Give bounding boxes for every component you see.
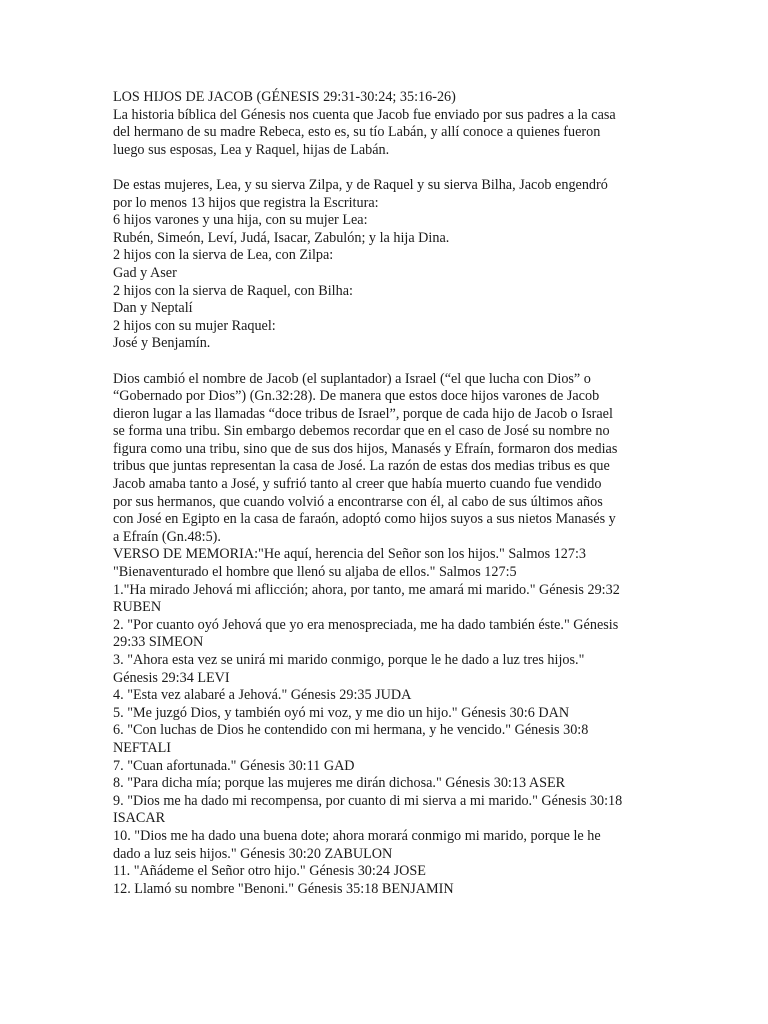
son-entry-line: NEFTALI — [113, 739, 171, 756]
son-entry-line: 3. "Ahora esta vez se unirá mi marido conmigo, porque le he dado a luz tres hijos." — [113, 652, 585, 668]
israel-line: Jacob amaba tanto a José, y sufrió tanto al creer que había muerto cuando fue vendido — [113, 476, 602, 493]
son-entry-line: ISACAR — [113, 810, 166, 827]
wives-line: Dan y Neptalí — [113, 300, 193, 317]
son-entry-line: 7. "Cuan afortunada." Génesis 30:11 GAD — [113, 757, 355, 774]
son-entry-line: 1."Ha mirado Jehová mi aflicción; ahora, por tanto, me amará mi marido." Génesis 29:32 — [113, 581, 620, 598]
paragraph-spacer — [113, 159, 658, 177]
intro-line: luego sus esposas, Lea y Raquel, hijas de Labán. — [113, 141, 390, 158]
son-entry-line: 29:33 SIMEON — [113, 634, 204, 651]
son-entry-line: 10. "Dios me ha dado una buena dote; ahora morará conmigo mi marido, porque le he — [113, 827, 601, 844]
intro-line: del hermano de su madre Rebeca, esto es, su tío Labán, y allí conoce a quienes fueron — [113, 124, 601, 141]
wives-line: Gad y Aser — [113, 264, 177, 281]
memory-verse-line: VERSO DE MEMORIA:"He aquí, herencia del Señor son los hijos." Salmos 127:3 — [113, 546, 587, 563]
wives-line: José y Benjamín. — [113, 335, 211, 352]
wives-line: 2 hijos con la sierva de Lea, con Zilpa: — [113, 247, 334, 264]
document-title: LOS HIJOS DE JACOB (GÉNESIS 29:31-30:24; 35:16-26) — [113, 89, 456, 105]
son-entry-line: RUBEN — [113, 599, 162, 616]
son-entry-line: Génesis 29:34 LEVI — [113, 669, 230, 686]
son-entry-line: dado a luz seis hijos." Génesis 30:20 ZABULON — [113, 845, 393, 862]
paragraph-spacer — [113, 353, 658, 371]
document-page — [113, 89, 658, 898]
israel-line: “Gobernado por Dios”) (Gn.32:28). De manera que estos doce hijos varones de Jacob — [113, 388, 600, 405]
wives-line: De estas mujeres, Lea, y su sierva Zilpa, y de Raquel y su sierva Bilha, Jacob engendró — [113, 176, 608, 193]
israel-line: con José en Egipto en la casa de faraón, adoptó como hijos suyos a sus nietos Manasés y — [113, 511, 616, 528]
intro-line: La historia bíblica del Génesis nos cuenta que Jacob fue enviado por sus padres a la casa — [113, 106, 616, 123]
israel-line: dieron lugar a las llamadas “doce tribus de Israel”, porque de cada hijo de Jacob o Israel — [113, 405, 613, 422]
wives-line: 6 hijos varones y una hija, con su mujer Lea: — [113, 212, 368, 229]
israel-line: por sus hermanos, que cuando volvió a encontrarse con él, al cabo de sus últimos años — [113, 493, 603, 510]
israel-line: figura como una tribu, sino que de sus dos hijos, Manasés y Efraín, formaron dos medias — [113, 440, 618, 457]
wives-line: por lo menos 13 hijos que registra la Escritura: — [113, 194, 379, 211]
son-entry-line: 2. "Por cuanto oyó Jehová que yo era menospreciada, me ha dado también éste." Génesis — [113, 616, 619, 633]
israel-line: Dios cambió el nombre de Jacob (el suplantador) a Israel (“el que lucha con Dios” o — [113, 370, 591, 387]
israel-line: tribus que juntas representan la casa de José. La razón de estas dos medias tribus es que — [113, 458, 610, 475]
wives-line: 2 hijos con la sierva de Raquel, con Bilha: — [113, 282, 353, 299]
son-entry-line: 12. Llamó su nombre "Benoni." Génesis 35:18 BENJAMIN — [113, 880, 454, 897]
son-entry-line: 8. "Para dicha mía; porque las mujeres me dirán dichosa." Génesis 30:13 ASER — [113, 775, 566, 792]
son-entry-line: 4. "Esta vez alabaré a Jehová." Génesis 29:35 JUDA — [113, 687, 412, 704]
son-entry-line: 6. "Con luchas de Dios he contendido con mi hermana, y he vencido." Génesis 30:8 — [113, 722, 589, 739]
israel-line: a Efraín (Gn.48:5). — [113, 528, 221, 545]
son-entry-line: 5. "Me juzgó Dios, y también oyó mi voz, y me dio un hijo." Génesis 30:6 DAN — [113, 704, 570, 721]
wives-line: Rubén, Simeón, Leví, Judá, Isacar, Zabulón; y la hija Dina. — [113, 229, 450, 246]
wives-line: 2 hijos con su mujer Raquel: — [113, 317, 276, 334]
son-entry-line: 9. "Dios me ha dado mi recompensa, por cuanto di mi sierva a mi marido." Génesis 30:18 — [113, 792, 623, 809]
memory-verse-line: "Bienaventurado el hombre que llenó su aljaba de ellos." Salmos 127:5 — [113, 564, 517, 581]
son-entry-line: 11. "Añádeme el Señor otro hijo." Génesis 30:24 JOSE — [113, 863, 426, 880]
israel-line: se forma una tribu. Sin embargo debemos recordar que en el caso de José su nombre no — [113, 423, 610, 440]
